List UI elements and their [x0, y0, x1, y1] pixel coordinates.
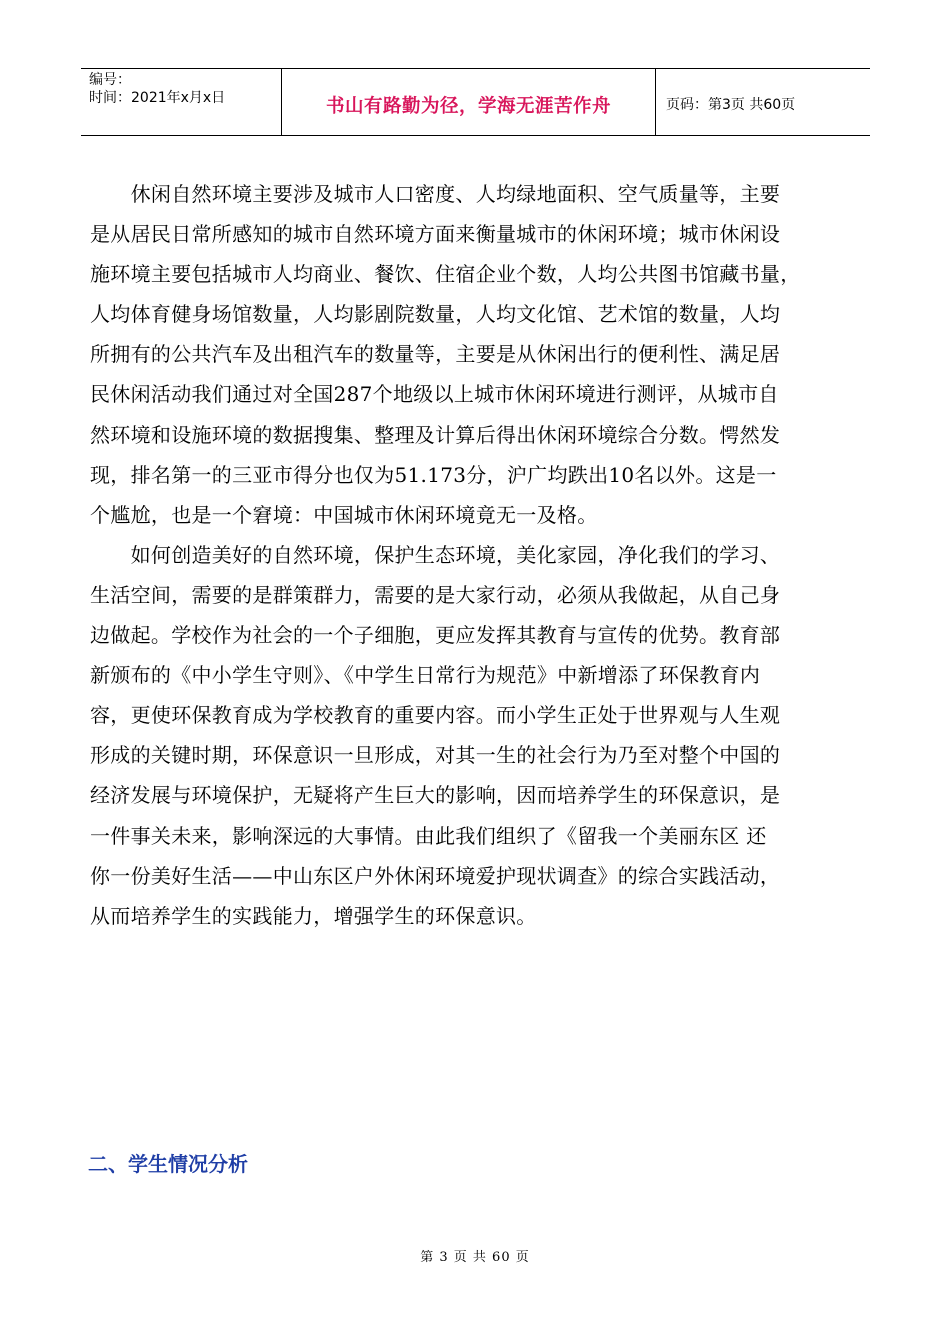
text-line: 从而培养学生的实践能力，增强学生的环保意识。	[90, 903, 537, 928]
text-line: 经济发展与环境保护，无疑将产生巨大的影响，因而培养学生的环保意识，是	[90, 783, 781, 808]
page-footer: 第 3 页 共 60 页	[420, 1250, 530, 1265]
text-line: 边做起。学校作为社会的一个子细胞，更应发挥其教育与宣传的优势。教育部	[90, 623, 781, 648]
text-line: 形成的关键时期，环保意识一旦形成，对其一生的社会行为乃至对整个中国的	[90, 743, 781, 768]
header-motto: 书山有路勤为径，学海无涯苦作舟	[282, 69, 656, 135]
header-page-code: 页码：第3页 共60页	[666, 97, 796, 113]
page-header	[81, 68, 870, 136]
text-line: 然环境和设施环境的数据搜集、整理及计算后得出休闲环境综合分数。愕然发	[90, 422, 781, 447]
text-line: 所拥有的公共汽车及出租汽车的数量等，主要是从休闲出行的便利性、满足居	[90, 342, 781, 367]
document-time-label: 时间：2021年x月x日	[89, 90, 226, 106]
text-line: 一件事关未来，影响深远的大事情。由此我们组织了《留我一个美丽东区 还	[90, 823, 767, 848]
text-line: 民休闲活动我们通过对全国287个地级以上城市休闲环境进行测评，从城市自	[90, 382, 779, 407]
text-line: 生活空间，需要的是群策群力，需要的是大家行动，必须从我做起，从自己身	[90, 582, 781, 607]
section-heading-student-analysis: 二、学生情况分析	[88, 1152, 248, 1176]
text-line: 是从居民日常所感知的城市自然环境方面来衡量城市的休闲环境；城市休闲设	[90, 222, 781, 247]
text-line: 现，排名第一的三亚市得分也仅为51.173分，沪广均跌出10名以外。这是一	[90, 462, 777, 487]
document-body	[90, 174, 862, 936]
paragraph-environmental-education	[90, 535, 862, 936]
text-line: 新颁布的《中小学生守则》、《中学生日常行为规范》中新增添了环保教育内	[90, 663, 761, 688]
text-line: 个尴尬，也是一个窘境：中国城市休闲环境竟无一及格。	[90, 502, 598, 527]
text-line: 施环境主要包括城市人均商业、餐饮、住宿企业个数，人均公共图书馆藏书量，	[90, 262, 801, 287]
text-line: 容，更使环保教育成为学校教育的重要内容。而小学生正处于世界观与人生观	[90, 703, 781, 728]
paragraph-leisure-environment	[90, 174, 862, 535]
document-number-label: 编号：	[89, 72, 131, 88]
text-line: 人均体育健身场馆数量，人均影剧院数量，人均文化馆、艺术馆的数量，人均	[90, 302, 781, 327]
text-line: 如何创造美好的自然环境，保护生态环境，美化家园，净化我们的学习、	[90, 542, 781, 567]
text-line: 你一份美好生活——中山东区户外休闲环境爱护现状调查》的综合实践活动，	[90, 863, 781, 888]
text-line: 休闲自然环境主要涉及城市人口密度、人均绿地面积、空气质量等，主要	[90, 182, 781, 206]
header-meta	[81, 69, 282, 135]
